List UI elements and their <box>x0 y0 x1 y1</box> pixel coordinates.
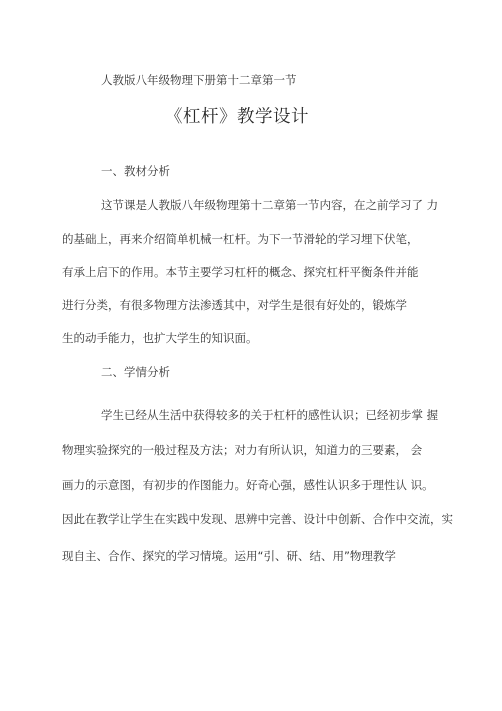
paragraph-line: 画力的示意图，有初步的作图能力。好奇心强，感性认识多于理性认 识。 <box>62 478 434 492</box>
paragraph-line: 生的动手能力，也扩大学生的知识面。 <box>62 331 258 345</box>
paragraph-line: 这节课是人教版八年级物理第十二章第一节内容，在之前学习了 力 <box>101 198 439 212</box>
paragraph-line: 物理实验探究的一般过程及方法；对力有所认识，知道力的三要素， 会 <box>62 443 423 457</box>
paragraph-line: 的基础上，再来介绍简单机械一杠杆。为下一节滑轮的学习埋下伏笔， <box>62 232 419 246</box>
paragraph-line: 现自主、合作、探究的学习情境。运用“引、研、结、用”物理教学 <box>62 549 396 563</box>
section-heading-textbook-analysis: 一、教材分析 <box>101 164 170 178</box>
paragraph-line: 有承上启下的作用。本节主要学习杠杆的概念、探究杠杆平衡条件并能 <box>62 265 419 279</box>
paragraph-line: 进行分类，有很多物理方法渗透其中，对学生是很有好处的，锻炼学 <box>62 298 407 312</box>
paragraph-line: 学生已经从生活中获得较多的关于杠杆的感性认识；已经初步掌 握 <box>101 408 439 422</box>
paragraph-line: 因此在教学让学生在实践中发现、思辨中完善、设计中创新、合作中交流，实 <box>62 512 453 526</box>
section-heading-student-analysis: 二、学情分析 <box>101 365 170 379</box>
document-subtitle: 人教版八年级物理下册第十二章第一节 <box>101 73 297 87</box>
document-title: 《杠杆》教学设计 <box>165 107 309 127</box>
